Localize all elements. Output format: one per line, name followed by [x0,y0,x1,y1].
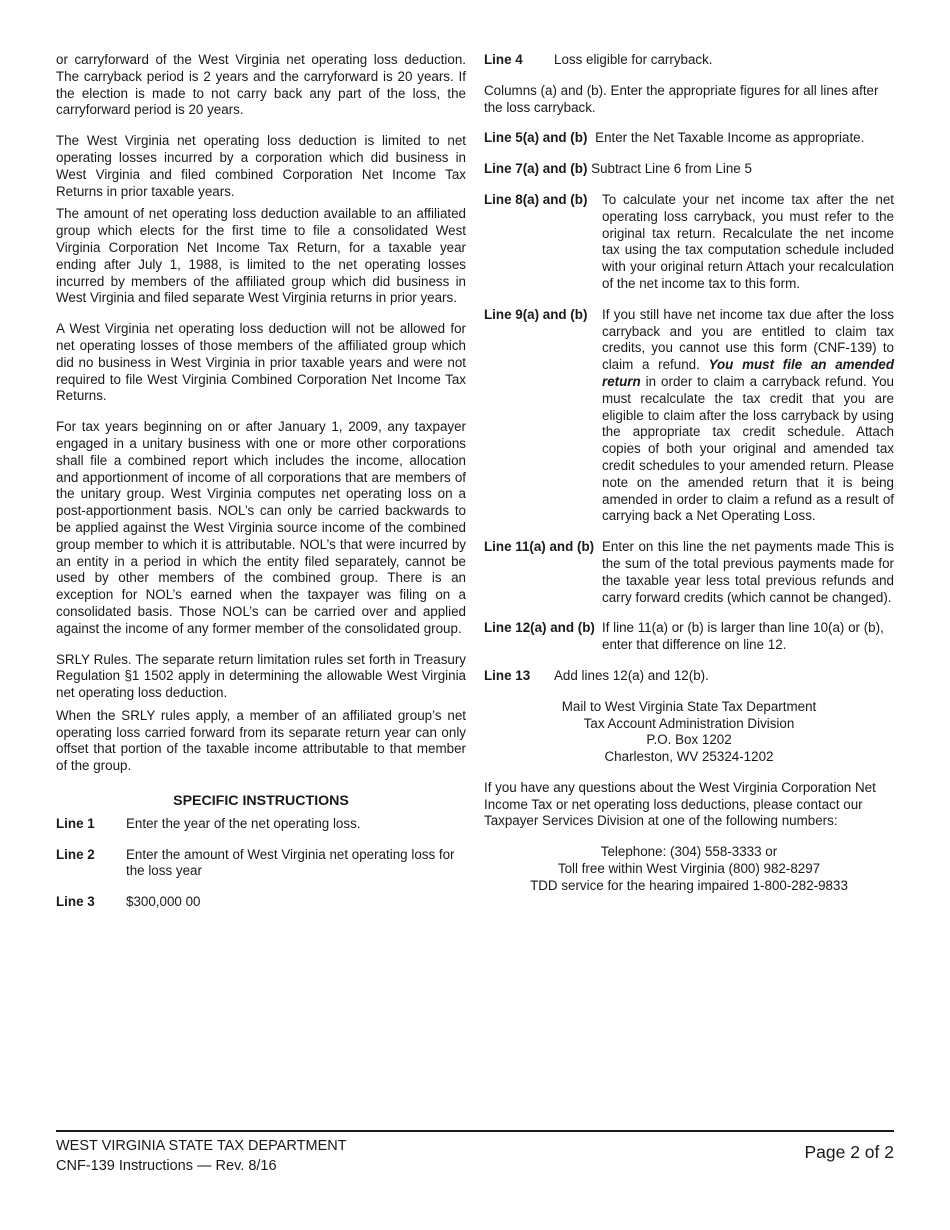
questions-paragraph: If you have any questions about the West Virginia Corporation Net Income Tax or net operating loss deductions, please contact our Taxpayer Services Division at one of the following numbers: [484,779,876,829]
srly-rules-paragraph: SRLY Rules. The separate return limitation rules set forth in Treasury Regulation §1 1502 apply in determining the allowable West Virginia net operating loss deduction. [56,651,466,701]
line-5-row [484,130,894,147]
line-13-row [484,668,894,685]
line-3-row [56,894,466,911]
line-1-row [56,816,466,833]
line-text [602,307,894,525]
line-text: Enter on this line the net payments made This is the sum of the total previous payments made for the taxable year less total previous refunds and carry forward credits (which cannot be changed). [602,539,894,605]
srly-apply-paragraph: When the SRLY rules apply, a member of an affiliated group’s net operating loss carried forward from its separate return year can only offset that portion of the taxable income attributable to that member of the group. [56,707,466,774]
nol-limit-paragraph: The West Virginia net operating loss deduction is limited to net operating losses incurred by a corporation which did business in West Virginia and filed combined Corporation Net Income Tax Returns in prior taxable years. [56,133,466,199]
contact-line: Toll free within West Virginia (800) 982-8297 [557,861,821,877]
line-11-row [484,539,894,606]
footer-form-revision: CNF-139 Instructions — Rev. 8/16 [56,1158,277,1174]
nol-carryforward-paragraph: or carryforward of the West Virginia net operating loss deduction. The carryback period is 2 years and the carryforward is 20 years. If the election is made to not carry back any part of the loss, the carryforward period is 20 years. [56,52,466,118]
line-label: Line 7(a) and (b) [484,161,588,177]
line-8-row [484,192,894,293]
page-footer [56,1130,894,1176]
line-4-row [484,52,894,69]
line-label: Line 3 [56,894,95,910]
right-column [484,52,894,895]
address-line: Charleston, WV 25324-1202 [604,749,774,765]
line-text: Loss eligible for carryback. [554,52,713,67]
line-text: To calculate your net income tax after the net operating loss carryback, you must refer to the original tax return. Recalculate the net income tax using the tax computation schedule included with your original return Attach your recalculation of the net income tax to this form. [602,191,894,291]
line-label: Line 11(a) and (b) [484,539,595,555]
line-text: Enter the amount of West Virginia net operating loss for the loss year [126,846,455,879]
line-text: If line 11(a) or (b) is larger than line 10(a) or (b), enter that difference on line 12. [602,620,884,653]
left-column [56,52,466,911]
line-label: Line 4 [484,52,523,67]
line-label: Line 13 [484,667,531,683]
line-text: Enter the year of the net operating loss. [126,815,361,831]
line-label: Line 1 [56,815,95,831]
contact-line: TDD service for the hearing impaired 1-800-282-9833 [530,877,848,893]
line-12-row [484,620,894,654]
line-9-row [484,307,894,525]
columns-note: Columns (a) and (b). Enter the appropriate figures for all lines after the loss carryback. [484,82,879,115]
no-business-paragraph: A West Virginia net operating loss deduction will not be allowed for net operating losses of those members of the affiliated group which did no business in West Virginia in prior taxable years and were not required to file West Virginia Combined Corporation Net Income Tax Returns. [56,321,466,404]
address-line: Mail to West Virginia State Tax Department [561,698,817,714]
address-line: P.O. Box 1202 [646,732,732,748]
line-text: Enter the Net Taxable Income as appropriate. [595,130,865,146]
line-label: Line 8(a) and (b) [484,191,588,207]
line-9-text-after: in order to claim a carryback refund. You must recalculate the tax credit that you are eligible to claim after the loss carryback by using the appropriate tax credit schedule. Attach copies of both your original and amended tax credit schedules to your amended return. Please note on the amended return that it is being amended in order to claim a refund as a result of carrying back a Net Operating Loss. [602,373,894,524]
line-label: Line 9(a) and (b) [484,306,588,322]
line-text: Subtract Line 6 from Line 5 [591,161,752,177]
line-2-row [56,847,466,881]
line-label: Line 12(a) and (b) [484,620,595,636]
line-text: Add lines 12(a) and 12(b). [554,667,709,683]
affiliated-group-paragraph: The amount of net operating loss deduction available to an affiliated group which elects for the first time to file a consolidated West Virginia Corporation Net Income Tax Return, for a taxable year ending after July 1, 1988, is limited to the net operating losses incurred by members of the affiliated group which did business in West Virginia and filed separate West Virginia returns in prior years. [56,206,466,306]
line-7-row [484,161,894,178]
page-number: Page 2 of 2 [804,1142,894,1162]
line-9-text-before: If you still have net income tax due after the loss carryback and you are entitled to claim tax credits, you cannot use this form (CNF-139) to claim a refund. [602,306,894,373]
footer-department: WEST VIRGINIA STATE TAX DEPARTMENT [56,1138,347,1154]
contact-numbers [484,844,894,894]
unitary-business-paragraph: For tax years beginning on or after January 1, 2009, any taxpayer engaged in a unitary business with one or more other corporations shall file a combined report which includes the income, allocation and apportionment of income of all corporations that are members of the unitary group. West Virginia computes net operating loss on a post-apportionment basis. NOL’s can only be carried backwards to be applied against the West Virginia source income of the combined group member to which it is attributable. NOL’s that were incurred by an entity in a period in which the entity filed separately, cannot be used by other members of the combined group. There is an exception for NOL’s earned when the taxpayer was filing on a consolidated basis. Those NOL’s can be carried over and applied against the income of any former member of the consolidated group. [56,419,466,636]
amended-return-emphasis: You must file an amended return [602,357,894,389]
contact-line: Telephone: (304) 558-3333 or [600,844,778,860]
address-line: Tax Account Administration Division [583,715,795,731]
line-text: $300,000 00 [126,894,201,910]
specific-instructions-heading: SPECIFIC INSTRUCTIONS [173,793,349,810]
line-label: Line 2 [56,846,95,862]
line-label: Line 5(a) and (b) [484,130,588,146]
mailing-address [484,699,894,766]
